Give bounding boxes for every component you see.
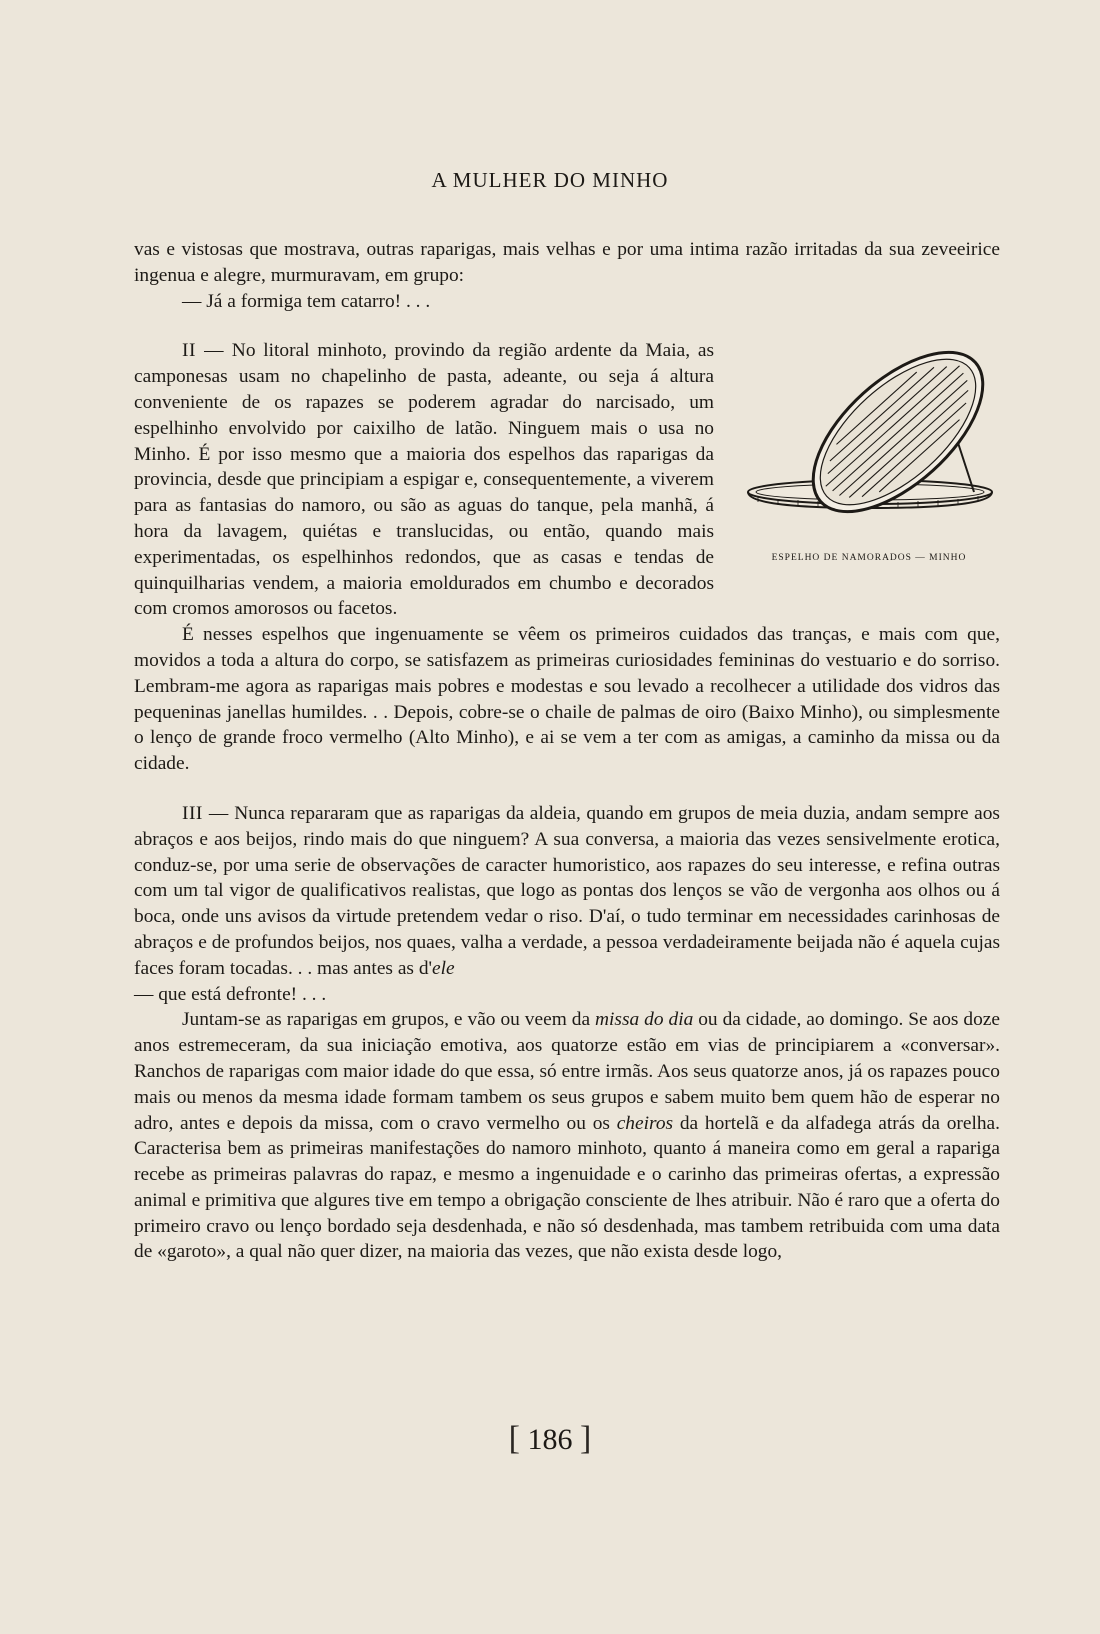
paragraph: — que está defronte! . . . xyxy=(134,983,327,1005)
paragraph-section-ii xyxy=(134,338,1000,622)
paragraph-section-iii xyxy=(134,801,1000,982)
section-number: III — xyxy=(182,802,229,824)
paragraph-text: ou da cidade, ao domingo. Se aos doze anos estremeceram, da sua iniciação emotiva, aos quatorze estão em vias de principiarem a «conversar». Ranchos de raparigas com maior idade do que essa, só entre irmãs. Aos seus quatorze anos, já os rapazes pouco mais ou menos da mesma idade formam tambem os seus grupos e sabem muito bem quem hão de esperar no adro, antes e depois da missa, com o cravo vermelho ou os xyxy=(134,1009,1001,1134)
paragraph: É nesses espelhos que ingenuamente se vêem os primeiros cuidados das tranças, e mais com que, movidos a toda a altura do corpo, se satisfazem as primeiras curiosidades femininas do vestuario e do sorriso. Lembram-me agora as raparigas mais pobres e modestas e sou levado a recolhecer a utilidade dos vidros das pequeninas janellas humildes. . . Depois, cobre-se o chaile de palmas de oiro (Baixo Minho), ou simplesmente o lenço de grande froco vermelho (Alto Minho), e ai se vem a ter com as amigas, a caminho da missa ou da cidade. xyxy=(134,624,1000,775)
mirror-figure xyxy=(738,342,1000,572)
running-head: A MULHER DO MINHO xyxy=(431,168,669,192)
folio-bracket-right: ] xyxy=(580,1420,592,1457)
section-gap xyxy=(134,777,1000,801)
page-number xyxy=(0,1420,1100,1458)
figure-caption: ESPELHO DE NAMORADOS — MINHO xyxy=(771,553,967,564)
mirror-illustration xyxy=(738,342,1000,542)
folio-bracket-left: [ xyxy=(508,1420,520,1457)
paragraph xyxy=(134,1007,1000,1265)
paragraph-text: da hortelã e da alfadega atrás da orelha. Caracterisa bem as primeiras manifestações do namoro minhoto, quanto á maneira como em geral a rapariga recebe as primeiras palavras do rapaz, e mesmo a ingenuidade e o carinho das primeiras ofertas, a expressão animal e primitiva que algures tive em tempo a obrigação consciente de lhes atribuir. Não é raro que a oferta do primeiro cravo ou lenço bordado seja desdenhada, e não só desdenhada, mas tambem retribuida com uma data de «garoto», a qual não quer dizer, na maioria das vezes, que não exista desde logo, xyxy=(134,1112,1000,1263)
italic-phrase: missa do dia xyxy=(595,1009,694,1031)
body-text xyxy=(134,237,1000,1265)
paragraph-text: Juntam-se as raparigas em grupos, e vão ou veem da xyxy=(182,1009,596,1031)
paragraph: — Já a formiga tem catarro! . . . xyxy=(182,290,431,312)
section-gap xyxy=(134,314,1000,338)
italic-word: cheiros xyxy=(616,1112,674,1134)
section-number: II — xyxy=(182,340,225,362)
paragraph-text: Nunca repararam que as raparigas da aldeia, quando em grupos de meia duzia, andam sempre aos abraços e aos beijos, rindo mais do que ninguem? A sua conversa, a maioria das vezes sensivelmente erotica, conduz-se, por uma serie de observações de caracter humoristico, aos rapazes do seu interesse, e refina outras com um tal vigor de qualificativos realistas, que logo as pontas dos lenços se vão de vergonha aos olhos ou á boca, onde uns avisos da virtude pretendem vedar o riso. D'aí, o tudo terminar em necessidades carinhosas de abraços e de profundos beijos, nos quaes, valha a verdade, a pessoa verdadeiramente beijada não é aquela cujas faces foram tocadas. . . mas antes as d' xyxy=(134,802,1000,979)
paragraph: vas e vistosas que mostrava, outras raparigas, mais velhas e por uma intima razão irritadas da sua zeveeirice ingenua e alegre, murmuravam, em grupo: xyxy=(134,239,1000,286)
italic-word: ele xyxy=(432,957,455,979)
paragraph-text: No litoral minhoto, provindo da região ardente da Maia, as camponesas usam no chapelinho de pasta, adeante, ou seja á altura conveniente de os rapazes se poderem agradar do narcisado, um espelhinho envolvido por caixilho de latão. Ninguem mais o usa no Minho. É por isso mesmo que a maioria dos espelhos das raparigas da provincia, desde que principiam a espigar e, consequentemente, a viverem para as fantasias do namoro, ou são as aguas do tanque, pela manhã, á hora da lavagem, quiétas e translucidas, ou então, quando mais experimentadas, os espelhinhos redondos, que as casas e tendas de quinquilharias vendem, a maioria emoldurados em chumbo e decorados com cromos amorosos ou facetos. xyxy=(134,340,715,620)
folio-number: 186 xyxy=(527,1423,573,1456)
